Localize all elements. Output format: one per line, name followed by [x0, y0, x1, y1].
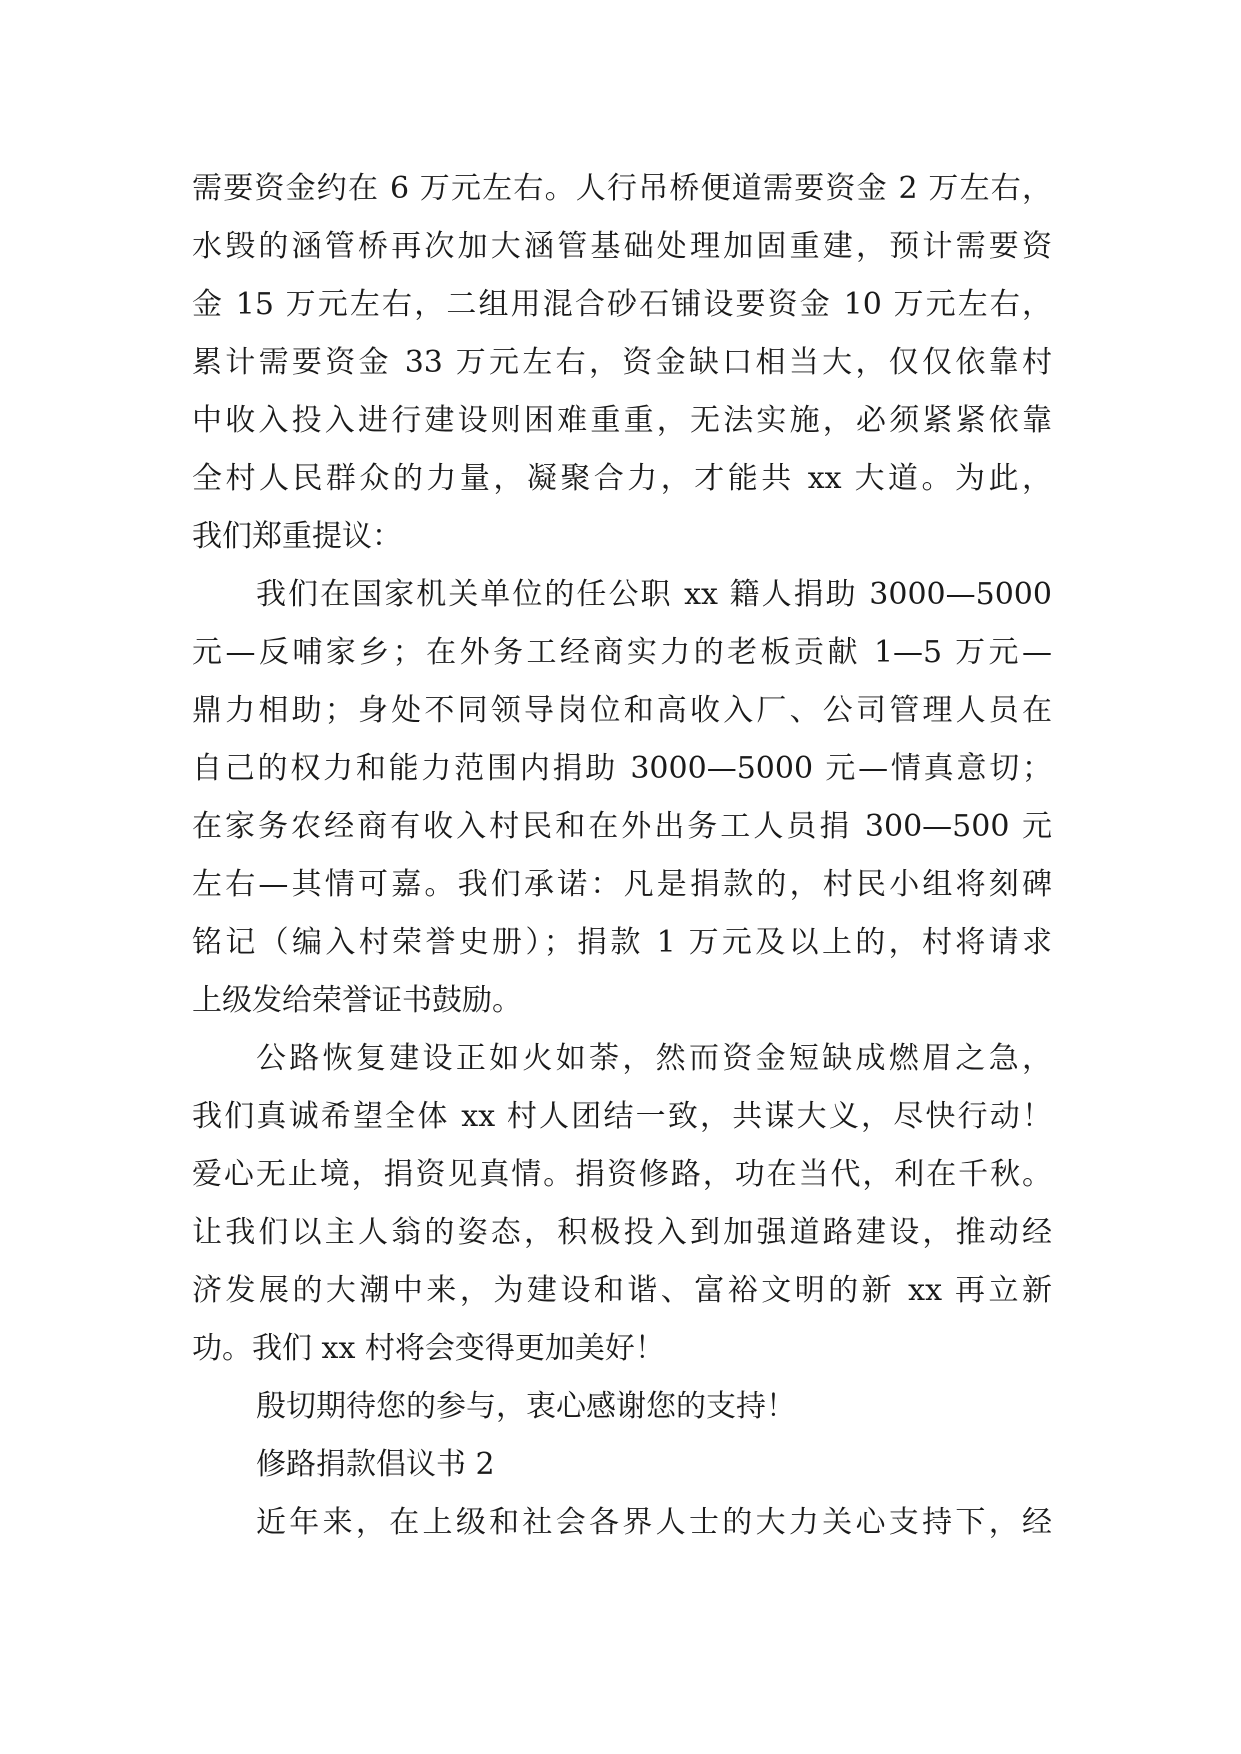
paragraph-call-to-action: [192, 1030, 1052, 1378]
text-line: 中收入投入进行建设则困难重重，无法实施，必须紧紧依靠: [192, 403, 1052, 438]
text-line: 累计需要资金 33 万元左右，资金缺口相当大，仅仅依靠村: [192, 345, 1052, 380]
text-line: 殷切期待您的参与，衷心感谢您的支持！: [256, 1389, 796, 1424]
text-line: 我们郑重提议：: [192, 519, 402, 554]
text-line: 修路捐款倡议书 2: [256, 1447, 495, 1482]
text-line: 济发展的大潮中来，为建设和谐、富裕文明的新 xx 再立新: [192, 1273, 1052, 1308]
text-line: 铭记（编入村荣誉史册）；捐款 1 万元及以上的，村将请求: [192, 925, 1052, 960]
text-line: 功。我们 xx 村将会变得更加美好！: [192, 1331, 665, 1366]
text-line: 元—反哺家乡；在外务工经商实力的老板贡献 1—5 万元—: [192, 635, 1052, 670]
text-line: 需要资金约在 6 万元左右。人行吊桥便道需要资金 2 万左右，: [192, 171, 1052, 206]
text-line: 公路恢复建设正如火如荼，然而资金短缺成燃眉之急，: [256, 1041, 1052, 1076]
text-line: 自己的权力和能力范围内捐助 3000—5000 元—情真意切；: [192, 751, 1052, 786]
text-line: 上级发给荣誉证书鼓励。: [192, 983, 522, 1018]
paragraph-donation-proposal: [192, 566, 1052, 1030]
text-line: 左右—其情可嘉。我们承诺：凡是捐款的，村民小组将刻碑: [192, 867, 1052, 902]
paragraph-closing-thanks: [192, 1378, 1052, 1436]
text-line: 全村人民群众的力量，凝聚合力，才能共 xx 大道。为此，: [192, 461, 1052, 496]
text-line: 金 15 万元左右，二组用混合砂石铺设要资金 10 万元左右，: [192, 287, 1052, 322]
paragraph-funding-need: [192, 160, 1052, 566]
text-line: 我们真诚希望全体 xx 村人团结一致，共谋大义，尽快行动！: [192, 1099, 1052, 1134]
section-heading-2: [192, 1436, 1052, 1494]
text-line: 让我们以主人翁的姿态，积极投入到加强道路建设，推动经: [192, 1215, 1052, 1250]
text-line: 在家务农经商有收入村民和在外出务工人员捐 300—500 元: [192, 809, 1052, 844]
document-body: [192, 160, 1052, 1552]
text-line: 我们在国家机关单位的任公职 xx 籍人捐助 3000—5000: [256, 577, 1052, 612]
text-line: 爱心无止境，捐资见真情。捐资修路，功在当代，利在千秋。: [192, 1157, 1052, 1192]
paragraph-intro-2: [192, 1494, 1052, 1552]
text-line: 水毁的涵管桥再次加大涵管基础处理加固重建，预计需要资: [192, 229, 1052, 264]
text-line: 近年来，在上级和社会各界人士的大力关心支持下，经: [256, 1505, 1052, 1540]
text-line: 鼎力相助；身处不同领导岗位和高收入厂、公司管理人员在: [192, 693, 1052, 728]
